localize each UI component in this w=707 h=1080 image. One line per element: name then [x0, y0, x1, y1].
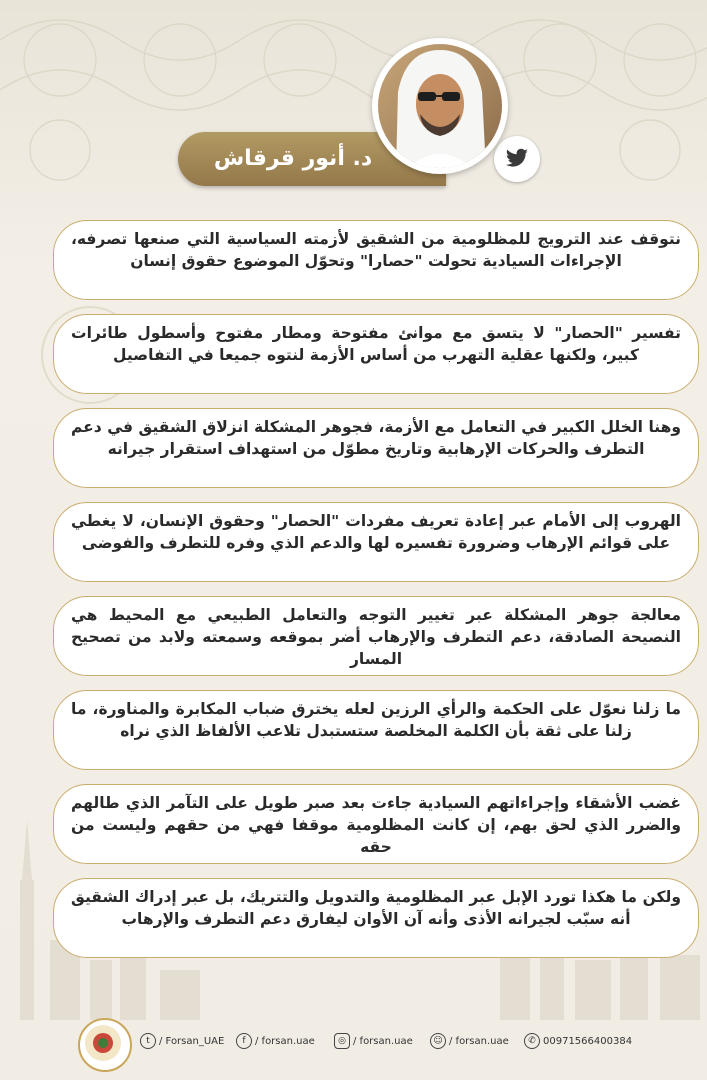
instagram-icon: ◎ [334, 1033, 350, 1049]
statement-card [53, 784, 699, 864]
forsan-logo [78, 1018, 132, 1072]
footer [0, 1010, 707, 1080]
footer-facebook[interactable]: f / forsan.uae [236, 1032, 315, 1052]
snapchat-icon: ☺ [430, 1033, 446, 1049]
statement-card [53, 408, 699, 488]
whatsapp-icon: ✆ [524, 1033, 540, 1049]
statement-text: معالجة جوهر المشكلة عبر تغيير التوجه والتعامل الطبيعي مع المحيط هي النصيحة الصادقة، دعم التطرف والإرهاب أضر بموقعه وسمعته ولابد من تصحيح المسار [71, 606, 681, 668]
facebook-icon: f [236, 1033, 252, 1049]
statement-text: نتوقف عند الترويج للمظلومية من الشقيق لأزمته السياسية التي صنعها تصرفه، الإجراءات السيادية تحولت "حصارا" وتحوّل الموضوع حقوق إنسان [71, 230, 681, 270]
portrait-image [376, 42, 504, 170]
twitter-icon: t [140, 1033, 156, 1049]
author-name: د. أنور قرقاش [213, 146, 373, 171]
statement-text: وهنا الخلل الكبير في التعامل مع الأزمة، فجوهر المشكلة انزلاق الشقيق في دعم التطرف والحركات الإرهابية وتاريخ مطوّل من استهداف استقرار جيرانه [71, 418, 681, 458]
statement-text: تفسير "الحصار" لا يتسق مع موانئ مفتوحة ومطار مفتوح وأسطول طائرات كبير، ولكنها عقلية التهرب من أساس الأزمة لنتوه جميعا في التفاصيل [71, 324, 681, 364]
statement-card [53, 596, 699, 676]
footer-instagram[interactable]: ◎ / forsan.uae [334, 1032, 413, 1052]
statement-text: ما زلنا نعوّل على الحكمة والرأي الرزين لعله يخترق ضباب المكابرة والمناورة، ما زلنا على ثقة بأن الكلمة المخلصة ستستبدل تلاعب الألفاظ الذي نراه [71, 700, 681, 740]
statement-card [53, 878, 699, 958]
statement-card [53, 690, 699, 770]
footer-twitter[interactable]: t / Forsan_UAE [140, 1032, 224, 1052]
header [0, 0, 707, 210]
author-portrait [372, 38, 508, 174]
statement-card [53, 220, 699, 300]
footer-snapchat[interactable]: ☺ / forsan.uae [430, 1032, 509, 1052]
footer-whatsapp[interactable]: ✆ 00971566400384 [524, 1032, 632, 1052]
statement-card [53, 314, 699, 394]
statement-text: الهروب إلى الأمام عبر إعادة تعريف مفردات "الحصار" وحقوق الإنسان، لا يغطي على قوائم الإرهاب وضرورة تفسيره لها والدعم الذي وفره للتطرف والفوضى [71, 512, 681, 552]
statement-card [53, 502, 699, 582]
statement-text: غضب الأشقاء وإجراءاتهم السيادية جاءت بعد صبر طويل على التآمر الذي طالهم والضرر الذي لحق بهم، إن كانت المظلومية موقفا فهي من حقهم وليست من حقه [71, 794, 681, 856]
forsan-emblem-icon [80, 1020, 126, 1066]
statement-text: ولكن ما هكذا تورد الإبل عبر المظلومية والتدويل والتتريك، بل عبر إدراك الشقيق أنه سبّب لجيرانه الأذى وأنه آن الأوان ليفارق دعم التطرف والإرهاب [71, 888, 681, 928]
twitter-icon [505, 148, 529, 170]
